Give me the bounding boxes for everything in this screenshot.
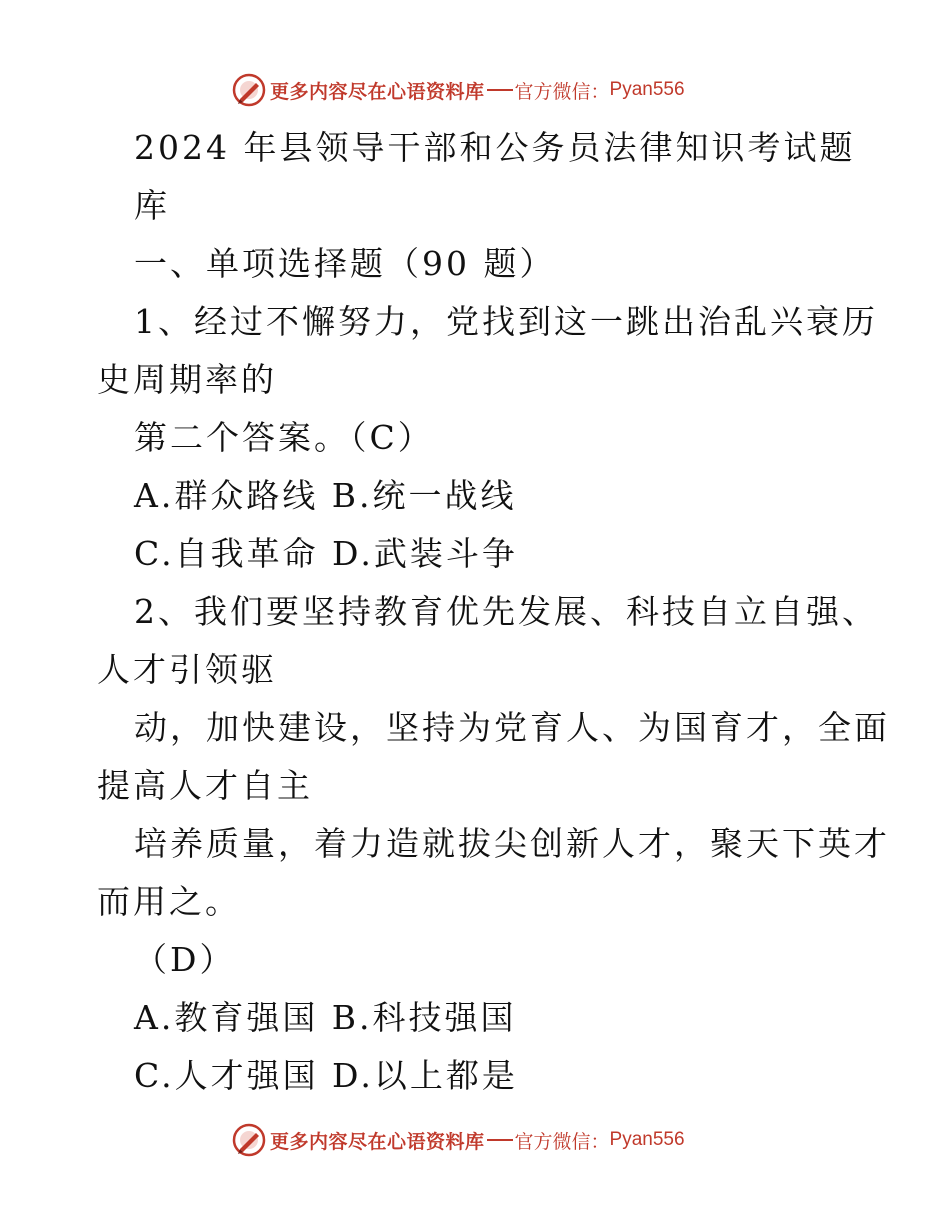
pen-logo-icon xyxy=(232,73,266,107)
banner-official-label: 官方微信： xyxy=(514,1130,610,1153)
document-title-line-2: 库 xyxy=(134,186,170,225)
question-2-text-line-5: 培养质量，着力造就拔尖创新人才，聚天下英才 xyxy=(134,824,890,863)
question-2-text-line-6: 而用之。 xyxy=(97,882,241,921)
banner-brand-text: 更多内容尽在心语资料库 xyxy=(270,80,485,103)
question-2-text-line-1: 2、我们要坚持教育优先发展、科技自立自强、 xyxy=(134,592,878,631)
question-2-text-line-2: 人才引领驱 xyxy=(97,650,277,689)
question-1-text-line-2: 史周期率的 xyxy=(97,360,277,399)
question-1-text-line-1: 1、经过不懈努力，党找到这一跳出治乱兴衰历 xyxy=(134,302,878,341)
banner-official-label: 官方微信： xyxy=(514,80,610,103)
question-2-text-line-3: 动，加快建设，坚持为党育人、为国育才，全面 xyxy=(134,708,890,747)
question-2-options-ab: A.教育强国 B.科技强国 xyxy=(134,998,517,1037)
question-1-options-cd: C.自我革命 D.武装斗争 xyxy=(134,534,518,573)
question-2-options-cd: C.人才强国 D.以上都是 xyxy=(134,1056,518,1095)
question-1-text-line-3: 第二个答案。（C） xyxy=(134,418,434,457)
header-watermark-banner xyxy=(232,70,685,110)
document-title-line-1: 2024 年县领导干部和公务员法律知识考试题 xyxy=(134,128,856,167)
question-1-options-ab: A.群众路线 B.统一战线 xyxy=(134,476,517,515)
banner-wechat-id: Pyan556 xyxy=(609,79,685,100)
banner-dash xyxy=(487,89,513,91)
question-2-answer: （D） xyxy=(134,940,236,979)
question-2-text-line-4: 提高人才自主 xyxy=(97,766,313,805)
banner-dash xyxy=(487,1139,513,1141)
banner-wechat-id: Pyan556 xyxy=(609,1129,685,1150)
section-heading: 一、单项选择题（90 题） xyxy=(134,244,556,283)
pen-logo-icon xyxy=(232,1123,266,1157)
banner-brand-text: 更多内容尽在心语资料库 xyxy=(270,1130,485,1153)
footer-watermark-banner xyxy=(232,1120,685,1160)
